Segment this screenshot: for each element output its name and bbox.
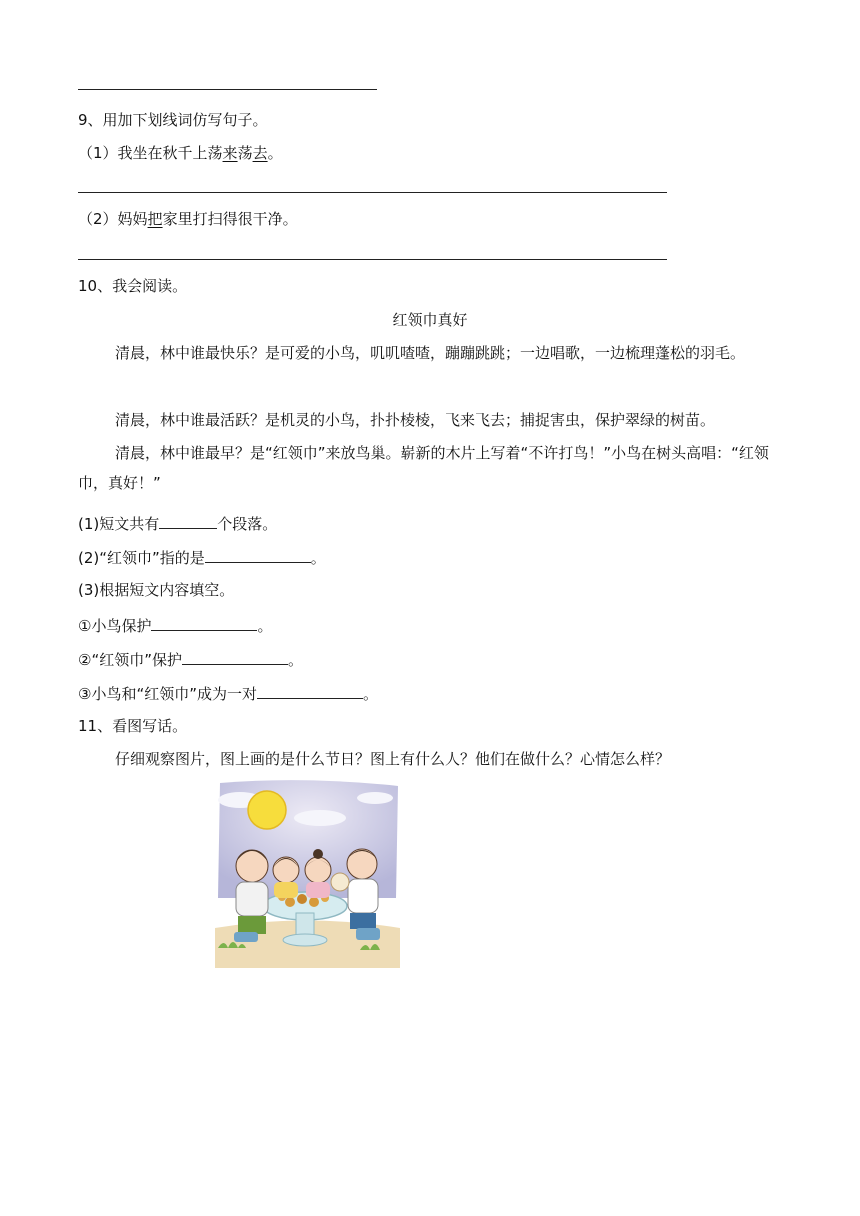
q10-sub3-item2-blank[interactable] <box>182 648 288 665</box>
q10-heading: 10、我会阅读。 <box>78 277 188 295</box>
q10-sub3-item1-text-a: ①小鸟保护 <box>78 617 152 635</box>
q10-sub3-item3-text-b: 。 <box>363 685 379 703</box>
passage-paragraph-2: 清晨，林中谁最活跃？是机灵的小鸟，扑扑棱棱，飞来飞去；捕捉害虫，保护翠绿的树苗。 <box>115 411 716 429</box>
q10-sub3-item3-blank[interactable] <box>257 682 363 699</box>
q9-s1-mid: 荡 <box>237 144 253 162</box>
q10-sub3-item1 <box>78 614 272 636</box>
q9-s2-suffix: 家里打扫得很干净。 <box>162 210 298 228</box>
q10-sub3-item2 <box>78 648 303 670</box>
q10-sub1-text-b: 个段落。 <box>217 515 278 533</box>
q10-sub3-item3 <box>78 682 378 704</box>
passage-title: 红领巾真好 <box>392 311 468 329</box>
q10-sub3-item2-text-a: ②“红领巾”保护 <box>78 651 182 669</box>
q9-sentence-2 <box>78 209 298 229</box>
q9-answer-line-1[interactable] <box>78 192 667 193</box>
q9-s2-prefix: （2）妈妈 <box>78 210 148 228</box>
q10-sub2-text-a: (2)“红领巾”指的是 <box>78 549 205 567</box>
q10-sub3-item3-text-a: ③小鸟和“红领巾”成为一对 <box>78 685 257 703</box>
q11-prompt: 仔细观察图片，图上画的是什么节日？图上有什么人？他们在做什么？心情怎么样？ <box>115 750 671 768</box>
q10-sub3: (3)根据短文内容填空。 <box>78 581 235 599</box>
q10-sub1 <box>78 512 277 534</box>
q9-sentence-1 <box>78 143 283 163</box>
q9-heading: 9、用加下划线词仿写句子。 <box>78 111 268 129</box>
q10-sub1-blank[interactable] <box>159 512 217 529</box>
q11-heading: 11、看图写话。 <box>78 717 188 735</box>
q9-s1-underlined-2: 去 <box>252 144 268 162</box>
q10-sub2-text-b: 。 <box>310 549 326 567</box>
q10-sub3-item2-text-b: 。 <box>288 651 304 669</box>
q9-answer-line-2[interactable] <box>78 259 667 260</box>
q9-s1-prefix: （1）我坐在秋千上荡 <box>78 144 223 162</box>
passage-paragraph-3: 清晨，林中谁最早？是“红领巾”来放鸟巢。崭新的木片上写着“不许打鸟！”小鸟在树头高唱：“红领巾，真好！” <box>78 444 769 492</box>
q9-s1-suffix: 。 <box>267 144 283 162</box>
answer-line-top <box>78 89 377 90</box>
q10-sub1-text-a: (1)短文共有 <box>78 515 160 533</box>
q10-sub2-blank[interactable] <box>205 546 311 563</box>
passage-paragraph-1: 清晨，林中谁最快乐？是可爱的小鸟，叽叽喳喳，蹦蹦跳跳；一边唱歌，一边梳理蓬松的羽毛。 <box>115 344 746 362</box>
family-moon-illustration <box>210 778 400 968</box>
q10-sub3-item1-blank[interactable] <box>151 614 257 631</box>
q9-s1-underlined-1: 来 <box>222 144 238 162</box>
q9-s2-underlined: 把 <box>147 210 163 228</box>
moon-icon <box>248 791 286 829</box>
q10-sub3-item1-text-b: 。 <box>257 617 273 635</box>
q10-sub2 <box>78 546 326 568</box>
